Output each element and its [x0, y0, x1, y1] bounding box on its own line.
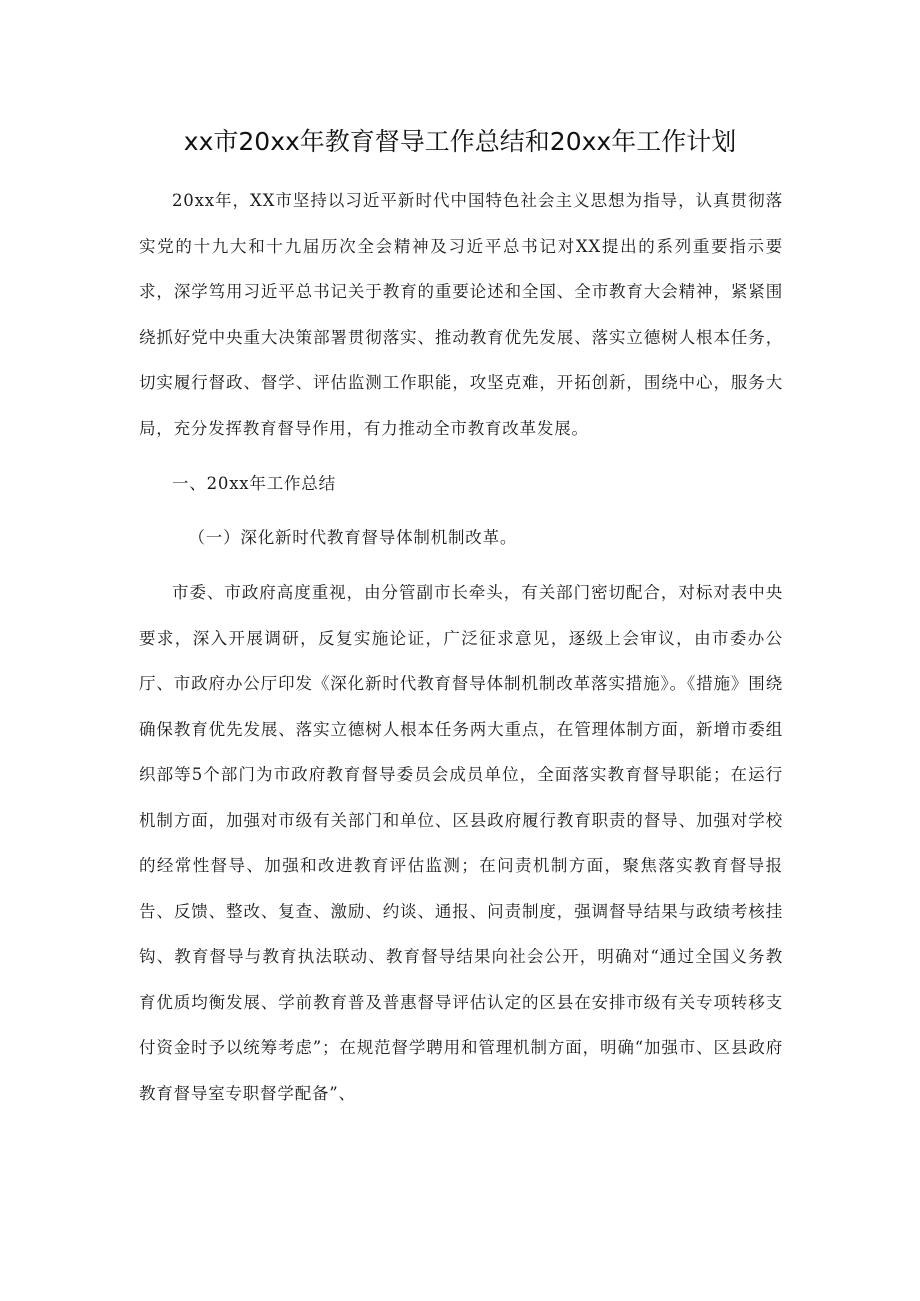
document-title: xx市20xx年教育督导工作总结和20xx年工作计划: [183, 127, 737, 156]
intro-paragraph: 20xx年，XX市坚持以习近平新时代中国特色社会主义思想为指导，认真贯彻落实党的十九大和十九届历次全会精神及习近平总书记对XX提出的系列重要指示要求，深学笃用习近平总书记关于教育的重要论述和全国、全市教育大会精神，紧紧围绕抓好党中央重大决策部署贯彻落实、推动教育优先发展、落实立德树人根本任务，切实履行督政、督学、评估监测工作职能，攻坚克难，开拓创新，围绕中心，服务大局，充分发挥教育督导作用，有力推动全市教育改革发展。: [139, 191, 783, 438]
subsection-heading-reform: （一）深化新时代教育督导体制机制改革。: [188, 527, 518, 547]
document-body: [139, 178, 783, 1116]
body-paragraph-reform: 市委、市政府高度重视，由分管副市长牵头，有关部门密切配合，对标对表中央要求，深入开展调研，反复实施论证，广泛征求意见，逐级上会审议，由市委办公厅、市政府办公厅印发《深化新时代教育督导体制机制改革落实措施》。《措施》围绕确保教育优先发展、落实立德树人根本任务两大重点，在管理体制方面，新增市委组织部等5个部门为市政府教育督导委员会成员单位，全面落实教育督导职能；在运行机制方面，加强对市级有关部门和单位、区县政府履行教育职责的督导、加强对学校的经常性督导、加强和改进教育评估监测；在问责机制方面，聚焦落实教育督导报告、反馈、整改、复查、激励、约谈、通报、问责制度，强调督导结果与政绩考核挂钩、教育督导与教育执法联动、教育督导结果向社会公开，明确对“通过全国义务教育优质均衡发展、学前教育普及普惠督导评估认定的区县在安排市级有关专项转移支付资金时予以统筹考虑”；在规范督学聘用和管理机制方面，明确“加强市、区县政府教育督导室专职督学配备”、: [139, 583, 783, 1103]
section-heading-summary: 一、20xx年工作总结: [172, 474, 336, 493]
